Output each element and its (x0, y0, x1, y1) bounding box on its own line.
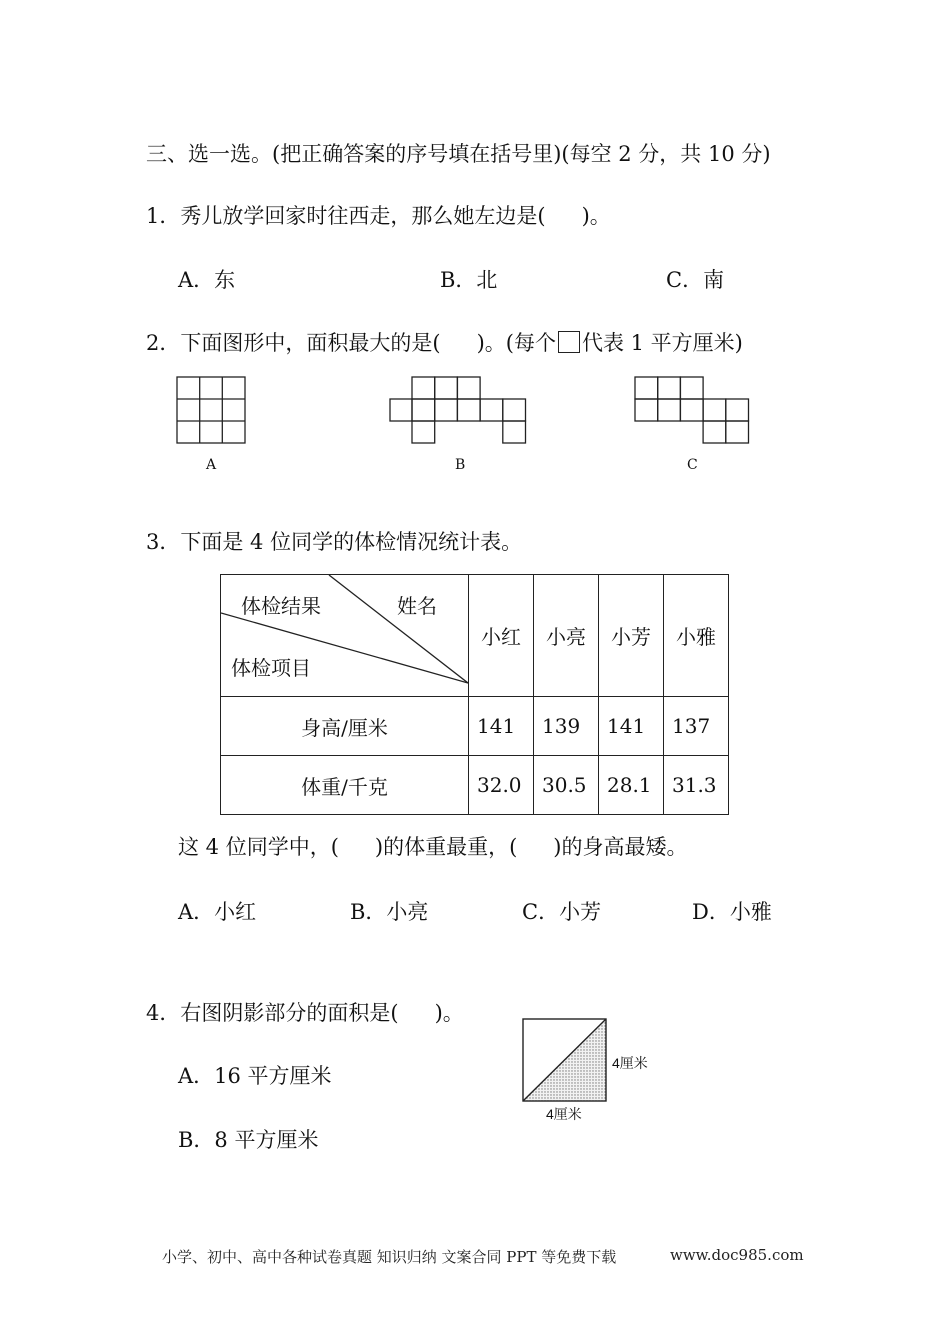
q1-option-a: A．东 (178, 268, 236, 292)
figure-side-label: 4厘米 (612, 1055, 648, 1071)
table-cell: 137 (664, 697, 729, 756)
name-header: 小亮 (534, 575, 599, 697)
name-header: 小雅 (664, 575, 729, 697)
q4-option-b: B．8 平方厘米 (178, 1128, 319, 1152)
question-3-part2: )的体重最重，( (374, 835, 518, 859)
question-4-suffix: )。 (434, 1001, 464, 1025)
q3-option-b: B．小亮 (350, 900, 429, 924)
shape-c-grid (634, 376, 752, 446)
question-3-part1: 这 4 位同学中，( (178, 835, 339, 859)
table-row (221, 697, 729, 756)
table-cell: 30.5 (534, 756, 599, 815)
question-3-intro: 3．下面是 4 位同学的体检情况统计表。 (146, 530, 523, 554)
q3-option-c: C．小芳 (522, 900, 602, 924)
corner-right-label: 姓名 (397, 594, 437, 618)
name-header: 小红 (469, 575, 534, 697)
question-2-suffix: 代表 1 平方厘米) (581, 331, 743, 355)
unit-square-icon (558, 331, 580, 353)
table-cell: 141 (469, 697, 534, 756)
footer-text: 小学、初中、高中各种试卷真题 知识归纳 文案合同 PPT 等免费下载 (162, 1248, 617, 1266)
question-1-suffix: )。 (581, 204, 611, 228)
table-cell: 31.3 (664, 756, 729, 815)
table-row (221, 756, 729, 815)
question-4-prefix: 4．右图阴影部分的面积是( (146, 1001, 399, 1025)
footer-url[interactable]: www.doc985.com (670, 1246, 804, 1264)
shaded-triangle-figure (520, 1016, 610, 1104)
table-cell: 32.0 (469, 756, 534, 815)
table-cell: 28.1 (599, 756, 664, 815)
question-1-prefix: 1．秀儿放学回家时往西走，那么她左边是( (146, 204, 546, 228)
section-heading: 三、选一选。(把正确答案的序号填在括号里)(每空 2 分，共 10 分) (146, 142, 771, 166)
question-4 (146, 997, 464, 1027)
shape-b-label: B (455, 457, 466, 473)
table-cell: 139 (534, 697, 599, 756)
q1-option-c: C．南 (666, 268, 725, 292)
corner-bottom-label: 体检项目 (231, 656, 311, 680)
question-2 (146, 327, 743, 357)
table-corner-header (221, 575, 469, 697)
figure-bottom-label: 4厘米 (546, 1106, 582, 1122)
question-3-part3: )的身高最矮。 (553, 835, 688, 859)
table-cell: 141 (599, 697, 664, 756)
q3-option-a: A．小红 (178, 900, 257, 924)
shape-b-grid (389, 376, 529, 446)
question-2-mid: )。(每个 (476, 331, 556, 355)
question-2-prefix: 2．下面图形中，面积最大的是( (146, 331, 441, 355)
corner-top-label: 体检结果 (241, 594, 321, 618)
question-3-sentence (178, 831, 688, 861)
row-label-weight: 体重/千克 (221, 756, 469, 815)
q3-option-d: D．小雅 (692, 900, 772, 924)
shape-a-grid (176, 376, 248, 446)
shape-c-label: C (687, 457, 698, 473)
row-label-height: 身高/厘米 (221, 697, 469, 756)
name-header: 小芳 (599, 575, 664, 697)
q4-option-a: A．16 平方厘米 (178, 1064, 332, 1088)
question-1 (146, 200, 611, 230)
shape-a-label: A (206, 457, 217, 473)
q1-option-b: B．北 (440, 268, 498, 292)
health-stats-table (220, 574, 729, 815)
